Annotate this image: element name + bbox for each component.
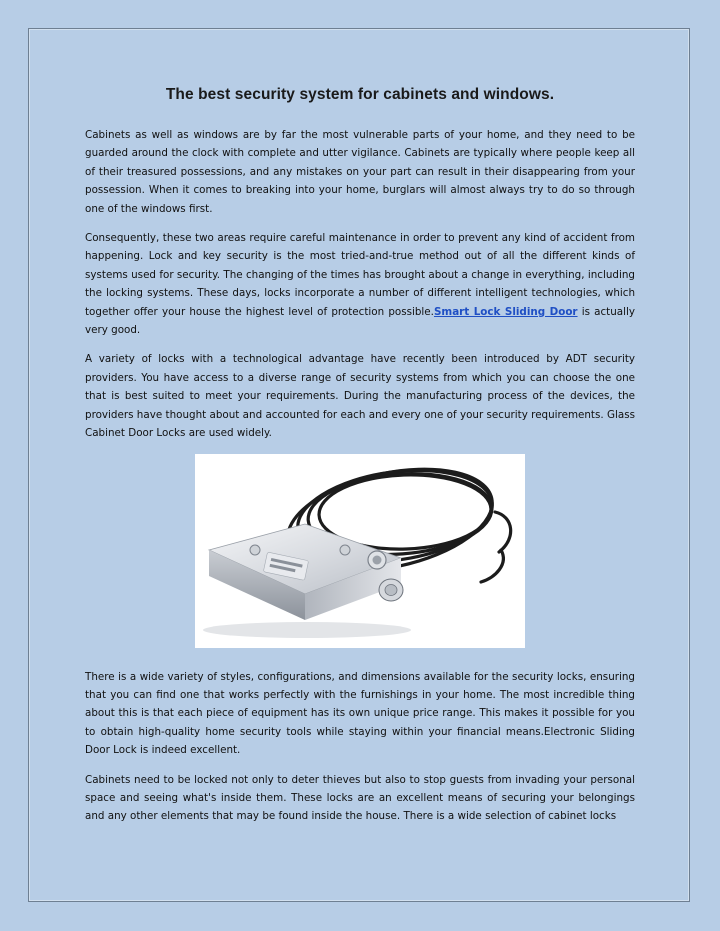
smart-lock-sliding-door-link[interactable]: Smart Lock Sliding Door xyxy=(433,305,578,318)
document-content xyxy=(85,86,635,837)
paragraph-2-text-after: is actually very good. xyxy=(85,305,635,337)
paragraph-5: Cabinets need to be locked not only to deter thieves but also to stop guests from invading your personal space and seeing what's inside them. These locks are an excellent means of securing your belongings and any other elements that may be found inside the house. There is a wide selection of cabinet locks xyxy=(85,773,635,823)
lock-product-image xyxy=(195,454,525,648)
paragraph-4: There is a wide variety of styles, configurations, and dimensions available for the security locks, ensuring that you can find one that works perfectly with the furnishings in your home. The most incredible thing about this is that each piece of equipment has its own unique price range. This makes it possible for you to obtain high-quality home security tools while staying within your financial means.Electronic Sliding Door Lock is indeed excellent. xyxy=(85,670,635,757)
paragraph-2-text-before: Consequently, these two areas require careful maintenance in order to prevent any kind of accident from happening. Lock and key security is the most tried-and-true method out of all the different kinds of systems used for security. The changing of the times has brought about a change in everything, including the locking systems. These days, locks incorporate a number of different intelligent technologies, which together offer your house the highest level of protection possible. xyxy=(85,232,635,318)
document-title: The best security system for cabinets and windows. xyxy=(165,86,555,103)
lock-product-illustration xyxy=(195,454,525,648)
paragraph-2 xyxy=(85,229,635,339)
paragraph-3: A variety of locks with a technological advantage have recently been introduced by ADT security providers. You have access to a diverse range of security systems from which you can choose the one that is best suited to meet your requirements. During the manufacturing process of the devices, the providers have thought about and accounted for each and every one of your security requirements. Glass Cabinet Door Locks are used widely. xyxy=(85,353,635,440)
paragraph-1: Cabinets as well as windows are by far the most vulnerable parts of your home, and they need to be guarded around the clock with complete and utter vigilance. Cabinets are typically where people keep all of their treasured possessions, and any mistakes on your part can result in their disappearing from your possession. When it comes to breaking into your home, burglars will almost always try to do so through one of the windows first. xyxy=(85,129,635,215)
